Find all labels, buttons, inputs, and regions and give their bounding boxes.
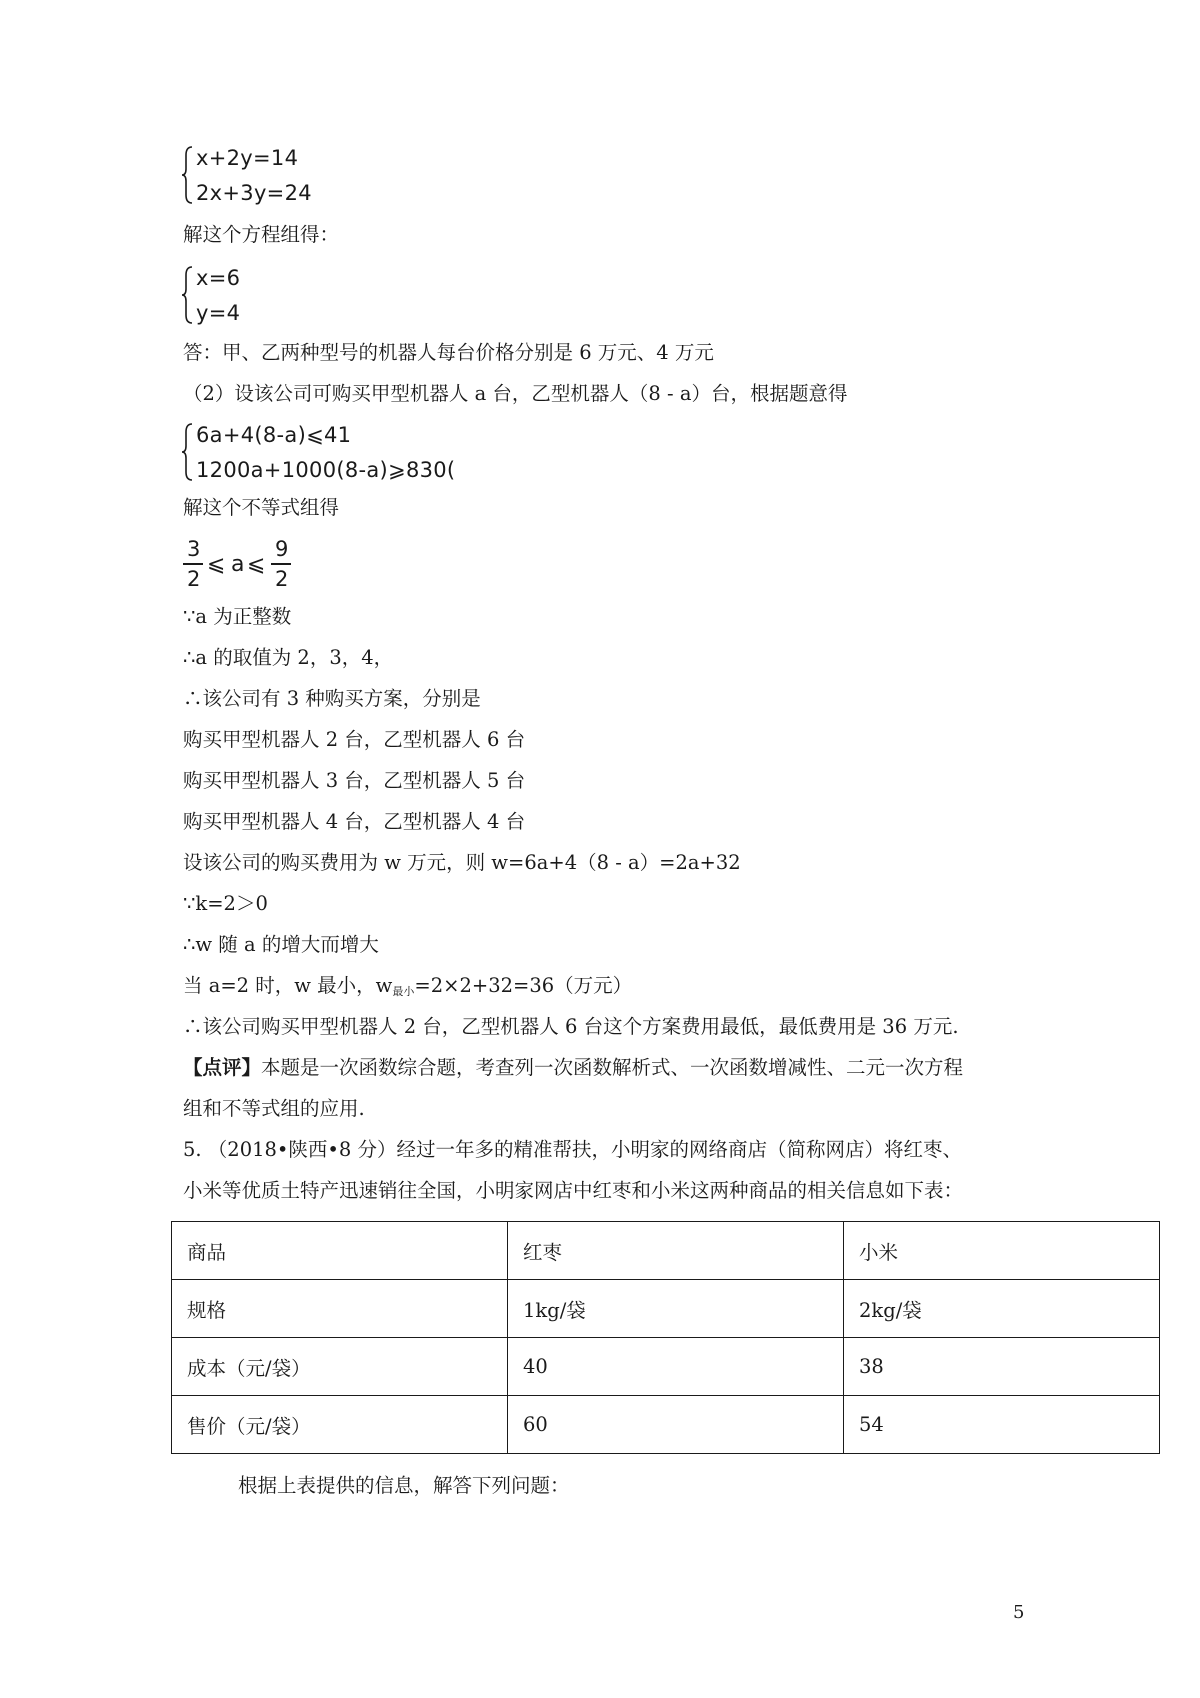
min-prefix: 当 a=2 时，w 最小，w <box>183 974 393 997</box>
page-number: 5 <box>1013 1602 1025 1623</box>
left-brace-icon <box>181 145 193 205</box>
comment-line-1 <box>183 1055 963 1081</box>
table-cell: 2kg/袋 <box>844 1280 1160 1338</box>
table-cell: 小米 <box>844 1222 1160 1280</box>
text-line: 解这个方程组得： <box>183 223 340 246</box>
comment-text: 本题是一次函数综合题，考查列一次函数解析式、一次函数增减性、二元一次方程 <box>261 1056 964 1079</box>
left-brace-icon <box>181 422 193 482</box>
table-cell: 成本（元/袋） <box>172 1338 508 1396</box>
fraction-bar <box>271 563 291 565</box>
text-line: ∴w 随 a 的增大而增大 <box>183 933 379 956</box>
text-line-min-cost <box>183 973 632 1005</box>
text-line: 购买甲型机器人 4 台，乙型机器人 4 台 <box>183 810 526 833</box>
text-line: 设该公司的购买费用为 w 万元，则 w=6a+4（8 - a）=2a+32 <box>183 851 741 874</box>
table-cell: 1kg/袋 <box>508 1280 844 1338</box>
inequality-line: 6a+4(8-a)⩽41 <box>196 423 352 447</box>
inequality-solution <box>183 538 293 598</box>
equation-line: y=4 <box>196 301 241 325</box>
variable: a <box>231 552 245 577</box>
table-row <box>172 1280 1160 1338</box>
table-cell: 规格 <box>172 1280 508 1338</box>
comment-tag: 【点评】 <box>183 1056 262 1079</box>
text-line: ∵a 为正整数 <box>183 605 292 628</box>
fraction-denominator: 2 <box>275 567 289 591</box>
relation-symbol: ⩽ <box>207 552 226 577</box>
text-line: 根据上表提供的信息，解答下列问题： <box>238 1474 570 1497</box>
min-subscript: 最小 <box>392 985 415 998</box>
table-row <box>172 1338 1160 1396</box>
fraction-bar <box>183 563 203 565</box>
equation-line: x=6 <box>196 266 241 290</box>
table-row <box>172 1222 1160 1280</box>
fraction-numerator: 3 <box>187 537 201 561</box>
equation-line: 2x+3y=24 <box>196 181 312 205</box>
table-row <box>172 1396 1160 1454</box>
fraction-denominator: 2 <box>187 567 201 591</box>
text-line: 组和不等式组的应用. <box>183 1097 365 1120</box>
product-info-table <box>171 1221 1160 1454</box>
text-line: ∴该公司有 3 种购买方案，分别是 <box>183 687 481 710</box>
inequality-line: 1200a+1000(8-a)⩾830( <box>196 458 456 482</box>
table-cell: 商品 <box>172 1222 508 1280</box>
fraction-numerator: 9 <box>275 537 289 561</box>
text-line: ∴a 的取值为 2，3，4， <box>183 646 394 669</box>
problem-line: 5. （2018•陕西•8 分）经过一年多的精准帮扶，小明家的网络商店（简称网店）将红枣、 <box>183 1138 963 1161</box>
table-cell: 54 <box>844 1396 1160 1454</box>
table-cell: 40 <box>508 1338 844 1396</box>
text-line: （2）设该公司可购买甲型机器人 a 台，乙型机器人（8 - a）台，根据题意得 <box>183 382 848 405</box>
table-cell: 38 <box>844 1338 1160 1396</box>
text-line: 购买甲型机器人 3 台，乙型机器人 5 台 <box>183 769 526 792</box>
table-cell: 红枣 <box>508 1222 844 1280</box>
text-line: 购买甲型机器人 2 台，乙型机器人 6 台 <box>183 728 526 751</box>
left-brace-icon <box>181 265 193 325</box>
min-suffix: =2×2+32=36（万元） <box>414 974 633 997</box>
text-line: ∴该公司购买甲型机器人 2 台，乙型机器人 6 台这个方案费用最低，最低费用是 36 万元. <box>183 1015 959 1038</box>
text-line: 答：甲、乙两种型号的机器人每台价格分别是 6 万元、4 万元 <box>183 341 714 364</box>
text-line: 解这个不等式组得 <box>183 496 340 519</box>
equation-line: x+2y=14 <box>196 146 299 170</box>
table-cell: 60 <box>508 1396 844 1454</box>
problem-line: 小米等优质土特产迅速销往全国，小明家网店中红枣和小米这两种商品的相关信息如下表： <box>183 1179 964 1202</box>
text-line: ∵k=2＞0 <box>183 892 268 915</box>
table-cell: 售价（元/袋） <box>172 1396 508 1454</box>
relation-symbol: ⩽ <box>247 552 266 577</box>
